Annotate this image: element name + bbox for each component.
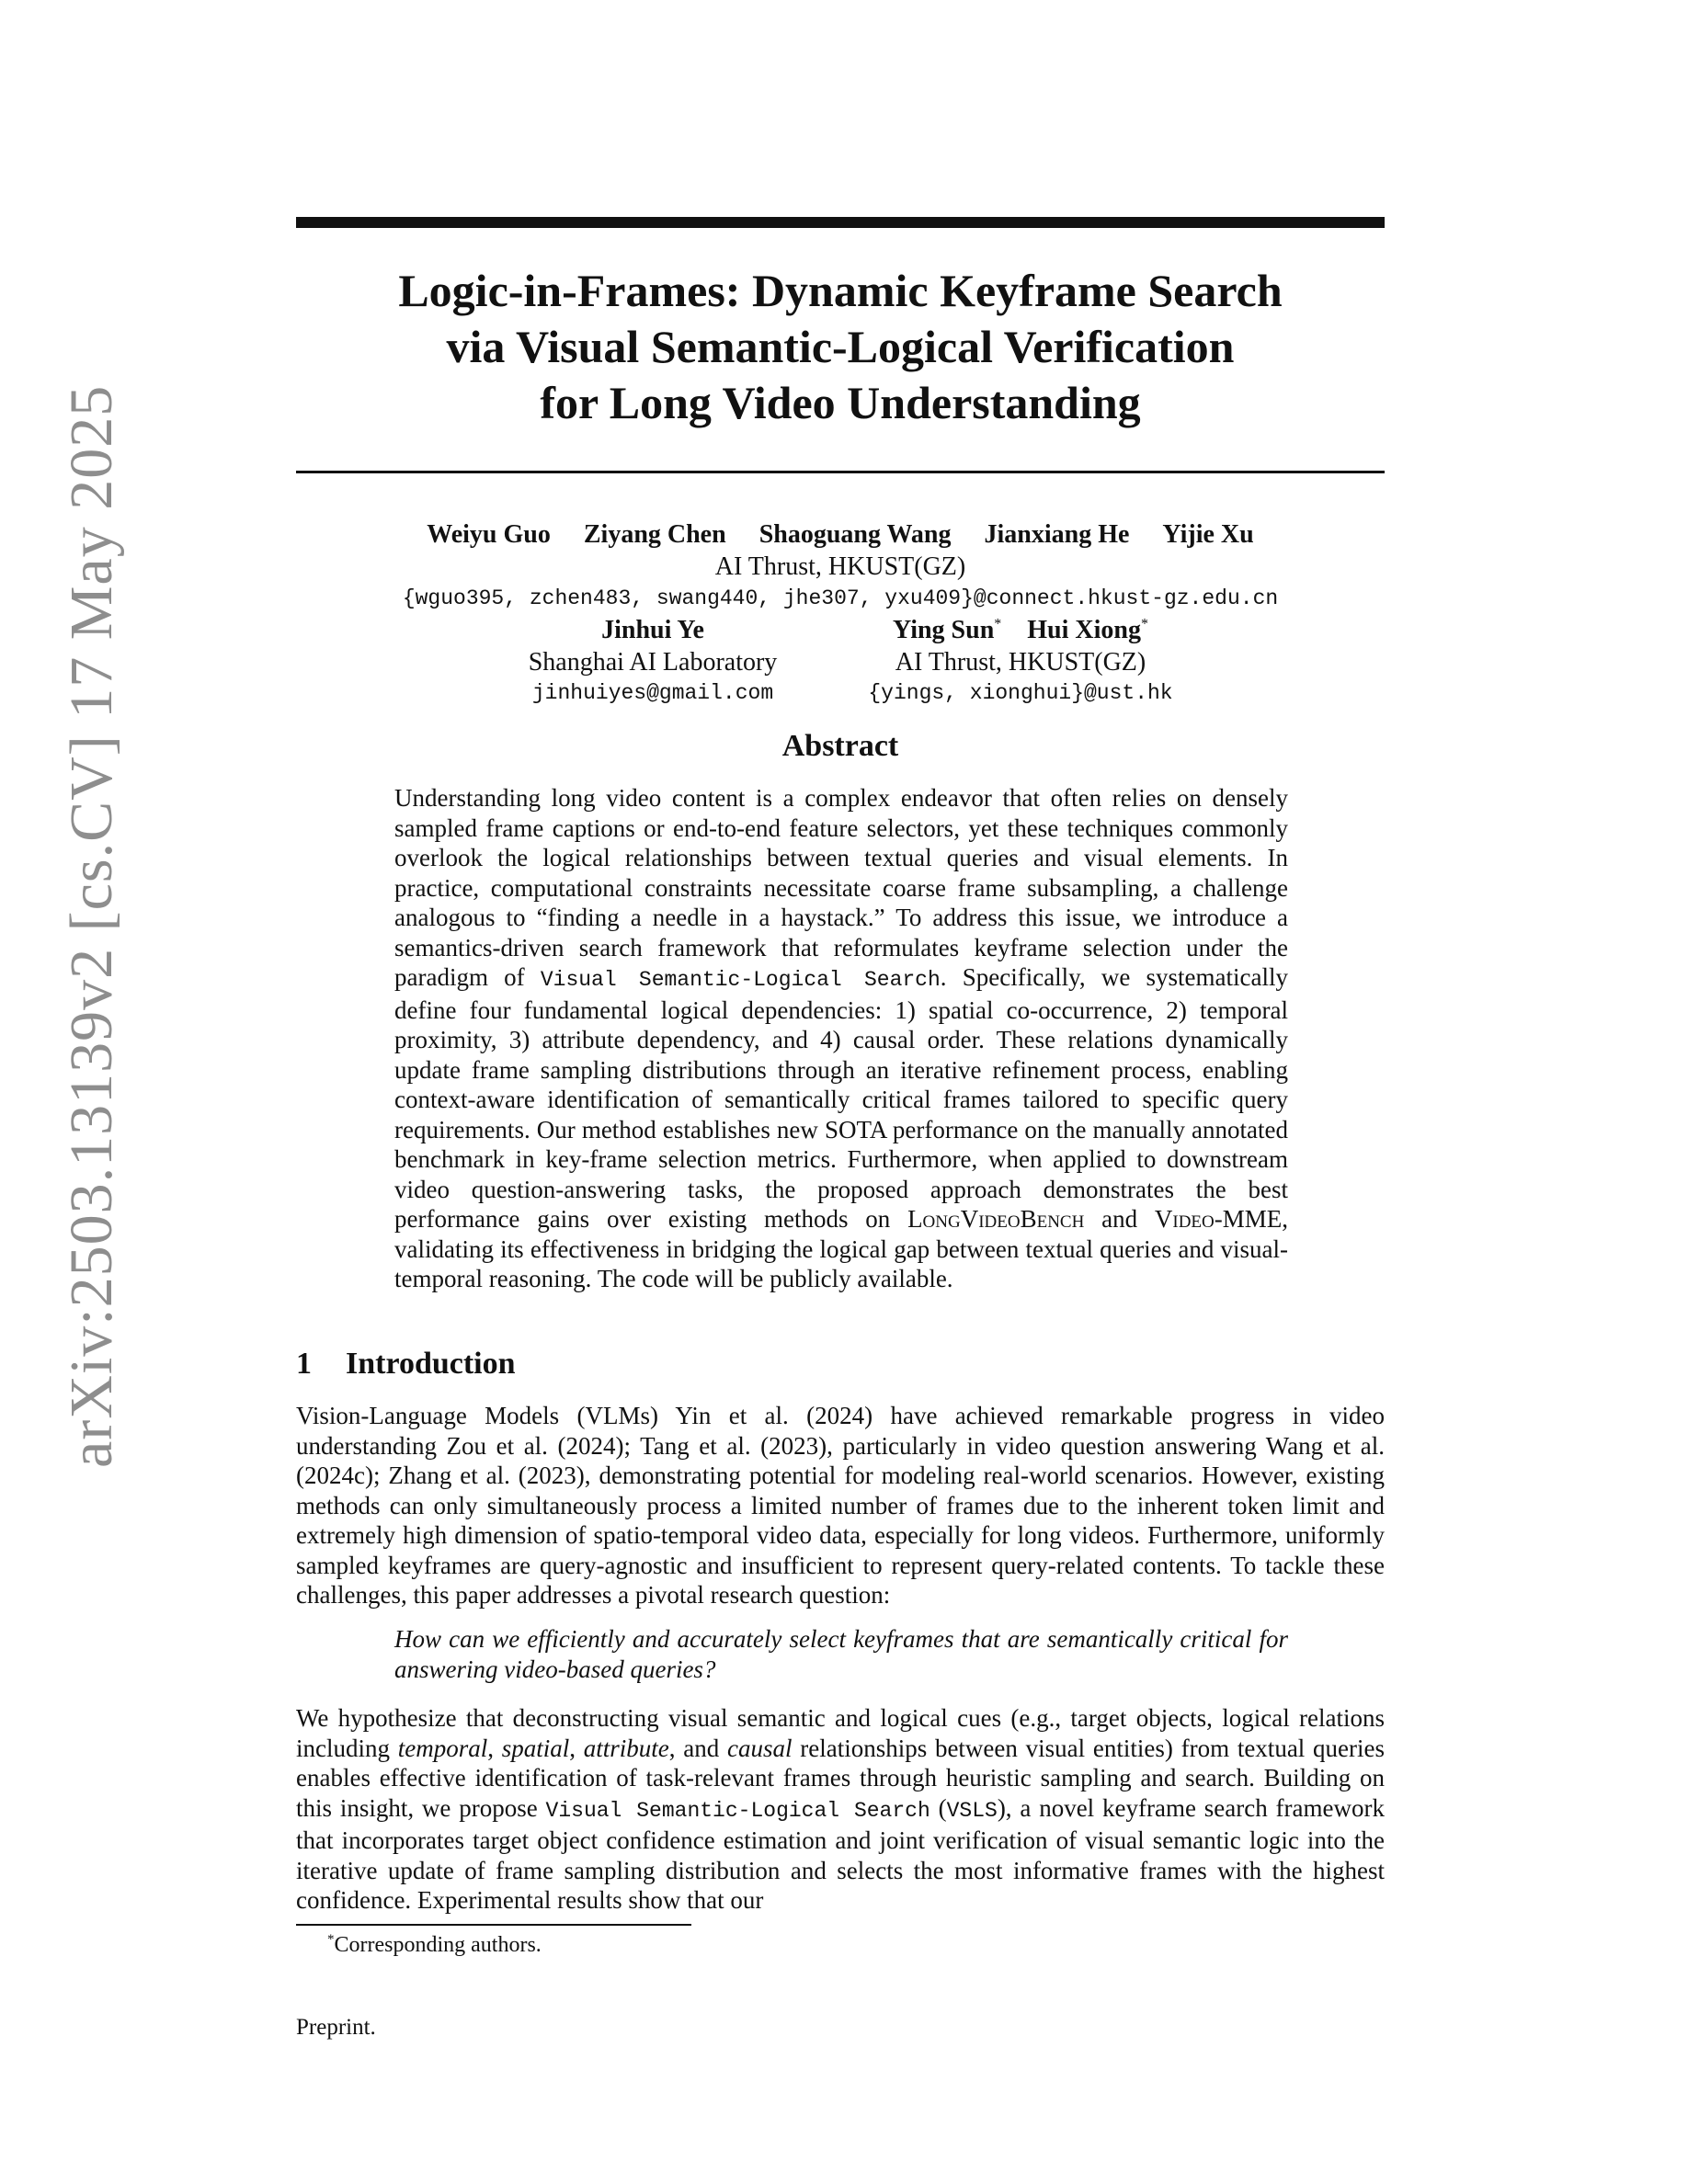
paragraph-text-part: ), a novel keyframe search framework that incorporates target object confidence estimation and joint verification of visual semantic logic into the iterative update of frame sampling distribution and selects the most informative frames with the highest confidence. Experimental results show that our	[296, 1793, 1385, 1914]
author-name: Ziyang Chen	[583, 520, 726, 549]
author-name: Ying Sun	[893, 616, 995, 644]
author-email: jinhuiyes@gmail.com	[531, 681, 774, 705]
research-question: How can we efficiently and accurately select keyframes that are semantically critical for answering video-based queries?	[394, 1625, 1288, 1683]
footnote-text: Corresponding authors.	[334, 1933, 542, 1957]
abstract-text-part: , validating its effectiveness in bridging the logical gap between textual queries and visual-temporal reasoning. The code will be publicly available.	[394, 1205, 1288, 1292]
author-name: Weiyu Guo	[427, 520, 551, 549]
paragraph-text-part: (	[930, 1793, 947, 1822]
emphasis-temporal: temporal	[397, 1734, 488, 1762]
intro-paragraph-2	[296, 1703, 1385, 1916]
paragraph-text-part: We hypothesize that deconstructing visual semantic and logical cues (e.g., target objects, logical relations including	[296, 1704, 1385, 1762]
email-main: {wguo395, zchen483, swang440, jhe307, yxu409}@connect.hkust-gz.edu.cn	[402, 586, 1279, 610]
section-title: Introduction	[346, 1347, 516, 1381]
emphasis-causal: causal	[726, 1734, 793, 1762]
paper-title	[296, 263, 1385, 431]
author-email: {yings, xionghui}@ust.hk	[868, 681, 1173, 705]
abstract-text-part: and	[1084, 1205, 1155, 1233]
author-affiliation: Shanghai AI Laboratory	[528, 648, 778, 677]
author-list-main	[296, 518, 1385, 552]
title-top-rule	[296, 217, 1385, 228]
affiliation-main: AI Thrust, HKUST(GZ)	[714, 552, 966, 581]
author-block-right	[827, 614, 1214, 708]
section-heading	[296, 1344, 1032, 1384]
emphasis-attribute: attribute	[583, 1734, 669, 1762]
benchmark-name: LongVideoBench	[907, 1205, 1085, 1233]
author-affiliation: AI Thrust, HKUST(GZ)	[895, 648, 1146, 677]
abstract-heading: Abstract	[781, 729, 899, 763]
emphasis-spatial: spatial	[501, 1734, 570, 1762]
intro-paragraph-1: Vision-Language Models (VLMs) Yin et al. (2024) have achieved remarkable progress in video understanding Zou et al. (2024); Tang et al. (2023), particularly in video question answering Wang et al. (2024c); Zhang et al. (2023), demonstrating potential for modeling real-world scenarios. However, existing methods can only simultaneously process a limited number of frames due to the inherent token limit and extremely high dimension of spatio-temporal video data, especially for long videos. Furthermore, uniformly sampled keyframes are query-agnostic and insufficient to represent query-related contents. To tackle these challenges, this paper addresses a pivotal research question:	[296, 1402, 1385, 1609]
author-block-left	[469, 614, 837, 708]
benchmark-name: Video-MME	[1154, 1205, 1283, 1233]
paragraph-text-part: , and	[668, 1734, 727, 1762]
corresponding-mark: *	[1140, 616, 1148, 632]
footnote-mark: *	[327, 1932, 335, 1947]
abstract-text-part: Understanding long video content is a complex endeavor that often relies on densely sampled frame captions or end-to-end feature selectors, yet these techniques commonly overlook the logical relationships between textual queries and visual elements. In practice, computational constraints necessitate coarse frame subsampling, a challenge analogous to “finding a needle in a haystack.” To address this issue, we introduce a semantics-driven search framework that reformulates keyframe selection under the paradigm of	[394, 784, 1288, 991]
preprint-label: Preprint.	[296, 2015, 376, 2040]
arxiv-identifier: arXiv:2503.13139v2 [cs.CV] 17 May 2025	[58, 384, 125, 1468]
paragraph-text-part: ,	[569, 1734, 584, 1762]
title-line-3: for Long Video Understanding	[540, 377, 1141, 428]
title-bottom-rule	[296, 471, 1385, 473]
method-name: Visual Semantic-Logical Search	[540, 968, 941, 992]
author-name: Shaoguang Wang	[758, 520, 952, 549]
paragraph-text-part: ,	[487, 1734, 502, 1762]
author-name: Hui Xiong	[1027, 616, 1141, 644]
title-line-2: via Visual Semantic-Logical Verification	[446, 321, 1235, 372]
footnote-rule	[296, 1924, 691, 1926]
section-number: 1	[296, 1347, 312, 1381]
author-name: Yijie Xu	[1162, 520, 1254, 549]
method-abbreviation: VSLS	[946, 1798, 998, 1823]
paragraph-text-part: relationships between visual entities) from textual queries enables effective identification of task-relevant frames through heuristic sampling and search. Building on this insight, we propose	[296, 1734, 1386, 1822]
footnote	[327, 1930, 1155, 1960]
author-name: Jianxiang He	[984, 520, 1130, 549]
abstract-text-part: . Specifically, we systematically define four fundamental logical dependencies: 1) spatial co-occurrence, 2) temporal proximity, 3) attribute dependency, and 4) causal order. These relations dynamically update frame sampling distributions through an iterative refinement process, enabling context-aware identification of semantically critical frames tailored to specific query requirements. Our method establishes new SOTA performance on the manually annotated benchmark in key-frame selection metrics. Furthermore, when applied to downstream video question-answering tasks, the proposed approach demonstrates the best performance gains over existing methods on	[394, 963, 1289, 1233]
title-line-1: Logic-in-Frames: Dynamic Keyframe Search	[398, 265, 1283, 316]
author-name: Jinhui Ye	[601, 616, 704, 644]
abstract-text	[394, 783, 1288, 1294]
corresponding-author-names	[827, 614, 1214, 647]
corresponding-mark: *	[994, 616, 1002, 632]
method-name: Visual Semantic-Logical Search	[545, 1798, 930, 1823]
